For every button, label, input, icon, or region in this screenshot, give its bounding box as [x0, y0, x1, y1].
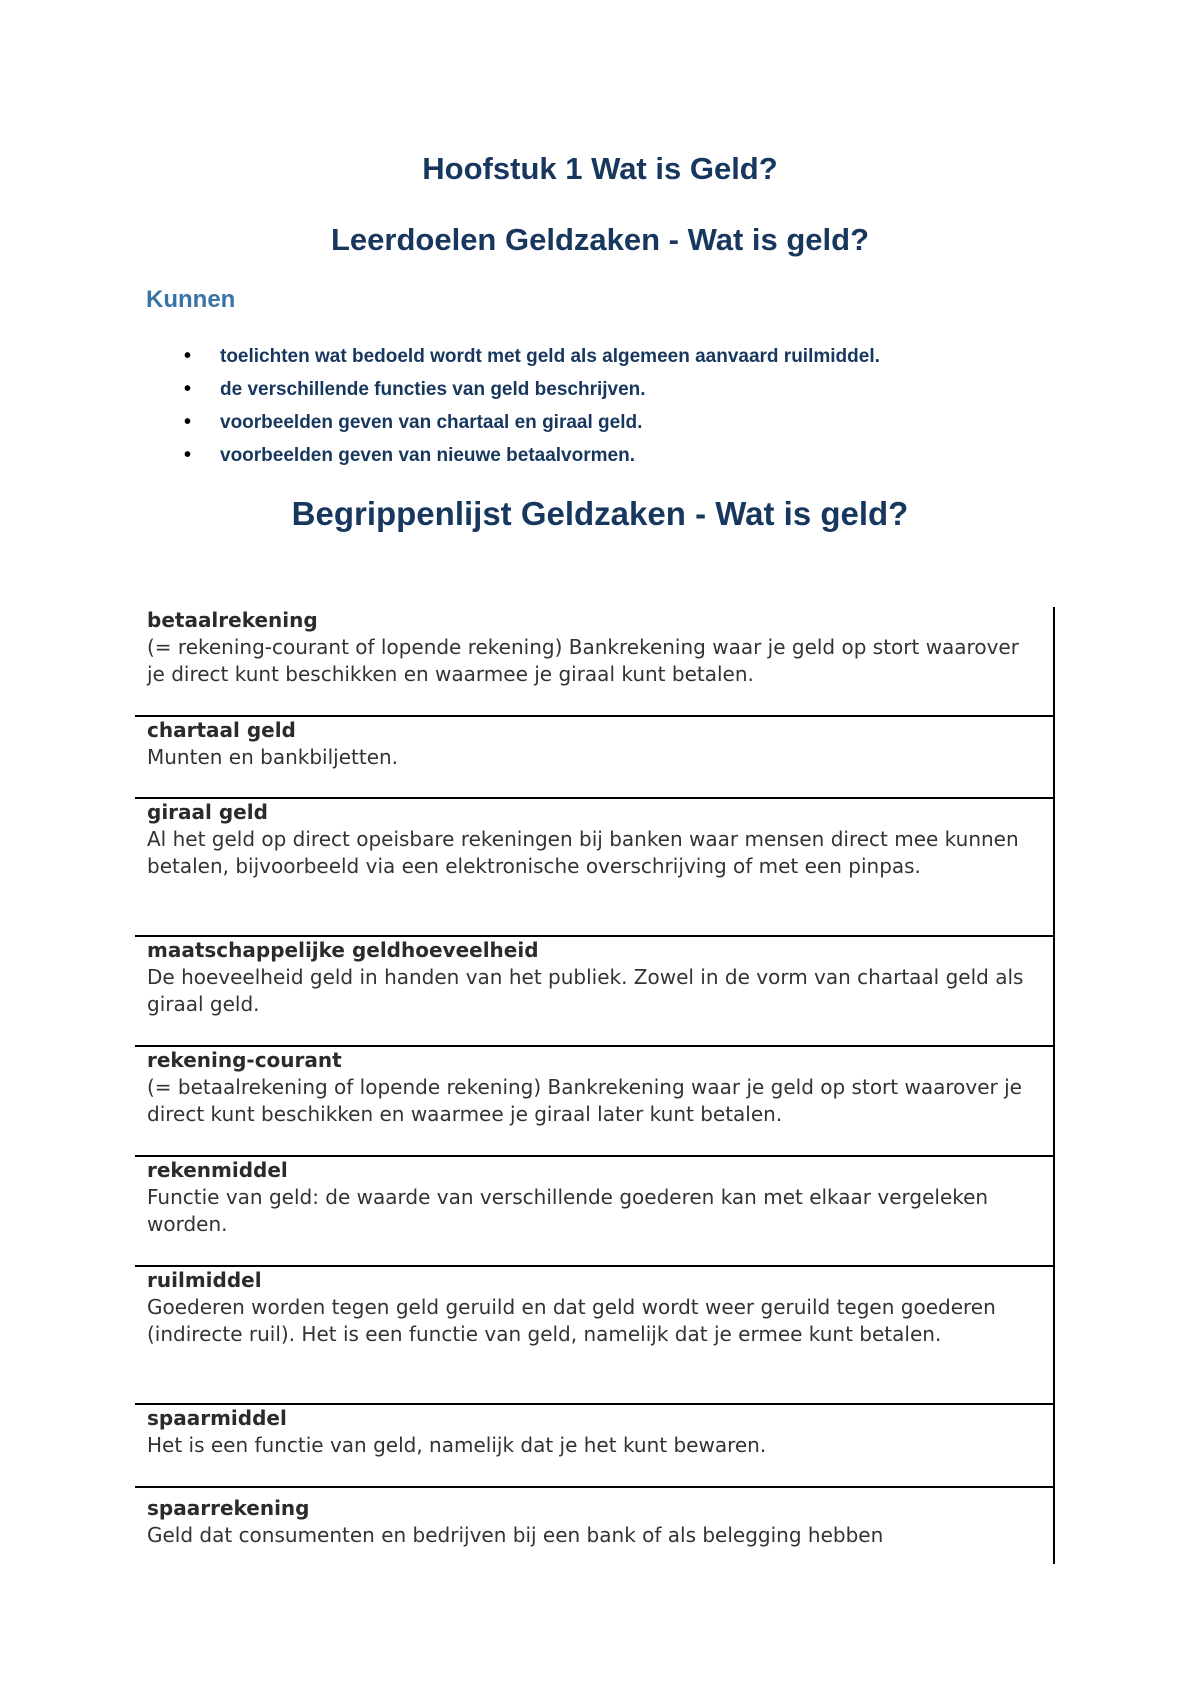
begrippen-heading: Begrippenlijst Geldzaken - Wat is geld? — [291, 495, 909, 532]
glossary-entry — [135, 937, 1055, 1047]
row-divider — [135, 1486, 1055, 1488]
glossary-term: betaalrekening — [147, 608, 318, 632]
glossary-term: chartaal geld — [147, 718, 296, 742]
goal-text: de verschillende functies van geld beschrijven. — [220, 379, 646, 400]
page-title: Hoofstuk 1 Wat is Geld? — [422, 151, 778, 186]
bullet-icon: • — [184, 378, 192, 400]
glossary-term: rekening-courant — [147, 1048, 342, 1072]
glossary-definition: Al het geld op direct opeisbare rekeningen bij banken waar mensen direct mee kunnen betalen, bijvoorbeeld via een elektronische overschrijving of met een pinpas. — [147, 827, 1019, 878]
leerdoelen-heading: Leerdoelen Geldzaken - Wat is geld? — [330, 222, 870, 257]
goal-text: voorbeelden geven van chartaal en giraal geld. — [220, 412, 643, 433]
glossary-entry — [135, 1495, 1055, 1564]
goal-text: voorbeelden geven van nieuwe betaalvormen. — [220, 445, 635, 466]
glossary-term: spaarrekening — [147, 1496, 310, 1520]
bullet-icon: • — [184, 411, 192, 433]
glossary-term: giraal geld — [147, 800, 268, 824]
bullet-icon: • — [184, 444, 192, 466]
glossary-definition: (= rekening-courant of lopende rekening) Bankrekening waar je geld op stort waarover je direct kunt beschikken en waarmee je giraal kunt betalen. — [147, 635, 1019, 686]
glossary-term: rekenmiddel — [147, 1158, 288, 1182]
glossary-entry — [135, 1047, 1055, 1157]
glossary-term: ruilmiddel — [147, 1268, 262, 1292]
goal-text: toelichten wat bedoeld wordt met geld als algemeen aanvaard ruilmiddel. — [220, 346, 880, 367]
goals-list — [146, 340, 1046, 472]
glossary-table — [135, 607, 1055, 1564]
goal-item — [146, 340, 1046, 373]
goal-item — [146, 373, 1046, 406]
goal-item — [146, 406, 1046, 439]
glossary-term: maatschappelijke geldhoeveelheid — [147, 938, 539, 962]
glossary-entry — [135, 1405, 1055, 1488]
glossary-definition: Munten en bankbiljetten. — [147, 745, 399, 769]
glossary-definition: Het is een functie van geld, namelijk dat je het kunt bewaren. — [147, 1433, 767, 1457]
kunnen-heading: Kunnen — [146, 286, 236, 313]
glossary-entry — [135, 607, 1055, 717]
glossary-definition: De hoeveelheid geld in handen van het publiek. Zowel in de vorm van chartaal geld als giraal geld. — [147, 965, 1024, 1016]
glossary-entry — [135, 1267, 1055, 1405]
glossary-entry — [135, 717, 1055, 799]
glossary-definition: Goederen worden tegen geld geruild en dat geld wordt weer geruild tegen goederen (indirecte ruil). Het is een functie van geld, namelijk dat je ermee kunt betalen. — [147, 1295, 996, 1346]
goal-item — [146, 439, 1046, 472]
glossary-entry — [135, 799, 1055, 937]
glossary-definition: (= betaalrekening of lopende rekening) Bankrekening waar je geld op stort waarover je direct kunt beschikken en waarmee je giraal later kunt betalen. — [147, 1075, 1022, 1126]
glossary-definition: Geld dat consumenten en bedrijven bij een bank of als belegging hebben — [147, 1523, 884, 1547]
glossary-term: spaarmiddel — [147, 1406, 287, 1430]
glossary-entry — [135, 1157, 1055, 1267]
bullet-icon: • — [184, 345, 192, 367]
glossary-definition: Functie van geld: de waarde van verschillende goederen kan met elkaar vergeleken worden. — [147, 1185, 989, 1236]
